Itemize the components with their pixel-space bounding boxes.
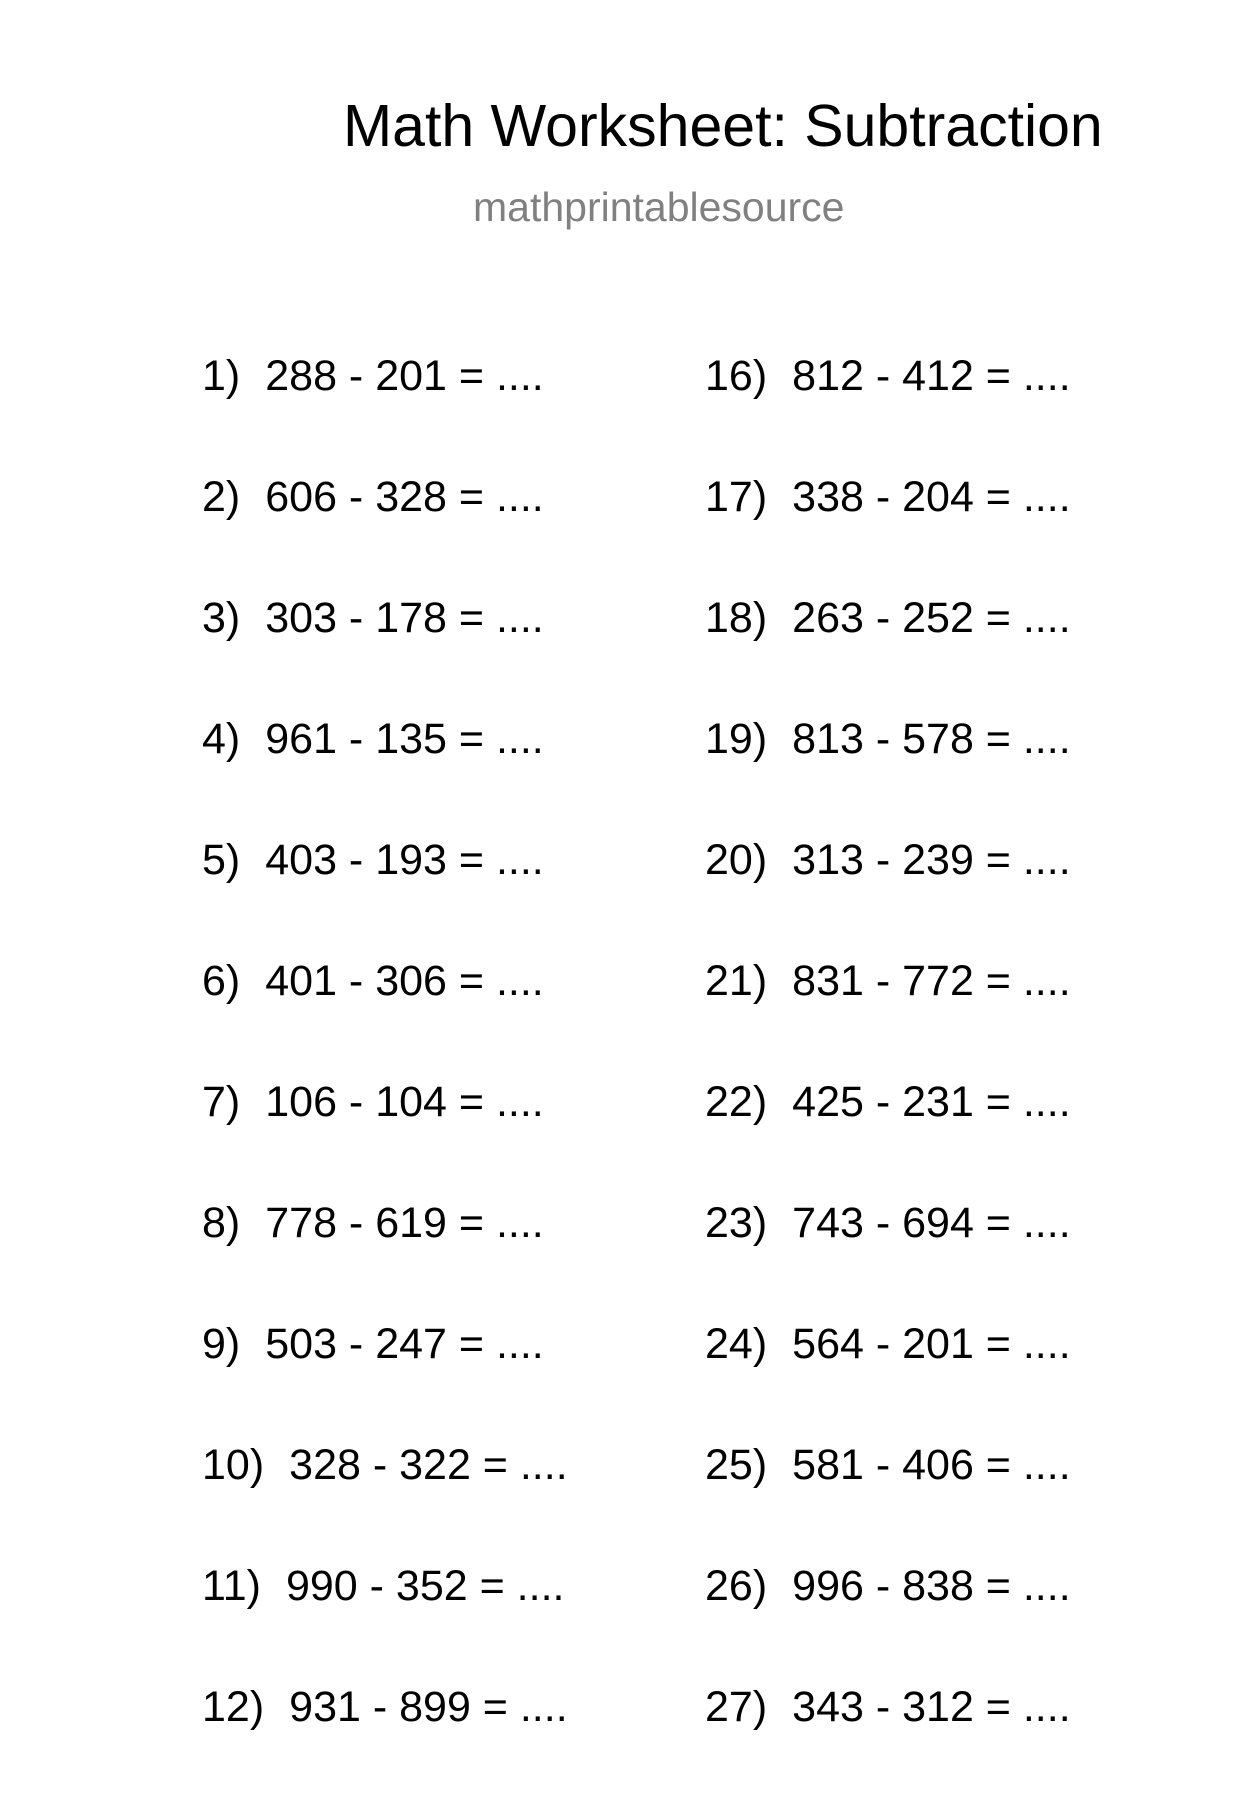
problem-expression: 425 - 231 = .... — [792, 1078, 1071, 1126]
problem-number: 26) — [705, 1562, 768, 1610]
problem-expression: 961 - 135 = .... — [265, 715, 544, 763]
problem-number: 16) — [705, 352, 768, 400]
problem-expression: 581 - 406 = .... — [792, 1441, 1071, 1489]
problem-item — [705, 1320, 1071, 1444]
problem-number: 1) — [202, 352, 241, 400]
problem-number: 11) — [202, 1562, 261, 1610]
problem-item — [705, 957, 1071, 1081]
problem-expression: 931 - 899 = .... — [289, 1683, 568, 1731]
problem-expression: 403 - 193 = .... — [265, 836, 544, 884]
problem-expression: 328 - 322 = .... — [289, 1441, 568, 1489]
problem-number: 27) — [705, 1683, 768, 1731]
problem-expression: 812 - 412 = .... — [792, 352, 1071, 400]
problem-number: 4) — [202, 715, 241, 763]
problem-number: 19) — [705, 715, 768, 763]
problem-item — [202, 594, 568, 718]
problem-item — [202, 473, 568, 597]
problem-expression: 813 - 578 = .... — [792, 715, 1071, 763]
problem-number: 8) — [202, 1199, 241, 1247]
problem-item — [202, 836, 568, 960]
problem-number: 9) — [202, 1320, 241, 1368]
problem-item — [705, 715, 1071, 839]
problem-number: 22) — [705, 1078, 768, 1126]
problem-expression: 606 - 328 = .... — [265, 473, 544, 521]
problem-number: 20) — [705, 836, 768, 884]
problem-number: 25) — [705, 1441, 768, 1489]
problem-number: 5) — [202, 836, 241, 884]
worksheet-title: Math Worksheet: Subtraction — [343, 93, 1103, 159]
problem-expression: 564 - 201 = .... — [792, 1320, 1071, 1368]
problem-column-left — [202, 352, 568, 1807]
problem-expression: 106 - 104 = .... — [265, 1078, 544, 1126]
problem-number: 10) — [202, 1441, 265, 1489]
problem-expression: 343 - 312 = .... — [792, 1683, 1071, 1731]
problem-item — [202, 352, 568, 476]
problem-number: 6) — [202, 957, 241, 1005]
problem-item — [705, 1562, 1071, 1686]
problem-item — [705, 1199, 1071, 1323]
problem-item — [202, 1078, 568, 1202]
problem-number: 2) — [202, 473, 241, 521]
problem-item — [202, 1683, 568, 1807]
problem-column-right — [705, 352, 1071, 1807]
problem-expression: 743 - 694 = .... — [792, 1199, 1071, 1247]
problem-expression: 338 - 204 = .... — [792, 473, 1071, 521]
problem-item — [705, 473, 1071, 597]
problem-expression: 990 - 352 = .... — [285, 1562, 565, 1610]
problem-expression: 303 - 178 = .... — [265, 594, 544, 642]
problem-expression: 313 - 239 = .... — [792, 836, 1071, 884]
problem-item — [705, 1078, 1071, 1202]
problem-item — [202, 1441, 568, 1565]
problem-expression: 288 - 201 = .... — [265, 352, 544, 400]
problem-item — [202, 957, 568, 1081]
problem-expression: 996 - 838 = .... — [792, 1562, 1071, 1610]
problem-item — [705, 1683, 1071, 1807]
problem-item — [202, 1320, 568, 1444]
problem-number: 24) — [705, 1320, 768, 1368]
problem-item — [705, 1441, 1071, 1565]
problem-item — [202, 715, 568, 839]
problem-number: 3) — [202, 594, 241, 642]
problem-item — [705, 836, 1071, 960]
problem-expression: 503 - 247 = .... — [265, 1320, 544, 1368]
problem-number: 18) — [705, 594, 768, 642]
problem-number: 7) — [202, 1078, 241, 1126]
problem-item — [202, 1199, 568, 1323]
problem-number: 21) — [705, 957, 768, 1005]
problem-expression: 401 - 306 = .... — [265, 957, 544, 1005]
problem-number: 23) — [705, 1199, 768, 1247]
problem-item — [202, 1562, 568, 1686]
problem-number: 12) — [202, 1683, 265, 1731]
problem-item — [705, 352, 1071, 476]
problem-expression: 263 - 252 = .... — [792, 594, 1071, 642]
problem-item — [705, 594, 1071, 718]
problem-expression: 831 - 772 = .... — [792, 957, 1071, 1005]
problem-number: 17) — [705, 473, 768, 521]
worksheet-source: mathprintablesource — [473, 184, 845, 230]
problem-expression: 778 - 619 = .... — [265, 1199, 544, 1247]
